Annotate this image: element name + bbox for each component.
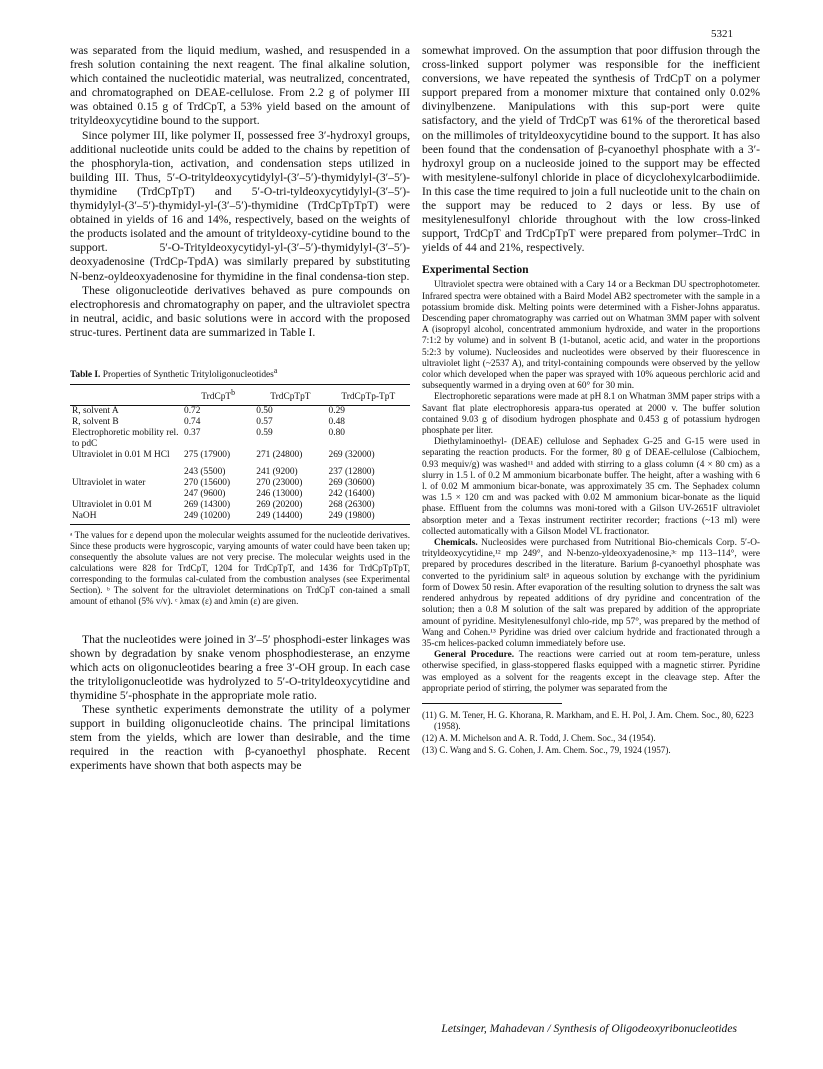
table-row: 247 (9600) 246 (13000) 242 (16400) xyxy=(184,489,375,500)
table-row: Electrophoretic mobility rel. to pdC 0.37 0.59 0.80 xyxy=(72,428,345,450)
table-caption: Properties of Synthetic Trityloligonucleotides xyxy=(102,370,274,381)
reference-item: (13) C. Wang and S. G. Cohen, J. Am. Chem. Soc., 79, 1924 (1957). xyxy=(422,744,671,755)
experimental-paragraph: Electrophoretic separations were made at pH 8.1 on Whatman 3MM paper strips with a Savant flat plate electrophoresis appara-tus operated at 2000 v. The buffer solution contained 9.03 g of disodium hydrogen phosphate and 0.453 g of potassium hydrogen phosphate per liter. xyxy=(422,392,760,437)
body-paragraph: was separated from the liquid medium, washed, and resuspended in a fresh solution containing the next reagent. The final alkaline solution, which contained the nucleotidic material, was neutralized, concentrated, and chromatographed on DEAE-cellulose. From 2.2 g of polymer III was obtained 0.15 g of TrdCpT, a 53% yield based on the amount of trityldeoxycytidine bound to the support. xyxy=(70,44,410,128)
references-divider xyxy=(422,703,562,704)
table-caption-sup: a xyxy=(273,365,278,375)
table-row: Ultraviolet in 0.01 M 269 (14300) 269 (20200) 268 (26300) xyxy=(72,500,375,511)
table-label: Table I. xyxy=(70,370,101,381)
chemicals-text: Nucleosides were purchased from Nutritional Bio-chemicals Corp. 5′-O-trityldeoxycytidine,¹² mp 249°, and N-benzo-yldeoxyadenosine,³ᶜ mp 113–114°, were prepared by procedures described in the literature. Barium β-cyanoethyl phosphate was converted to the pyridinium salt³ in aqueous solution by exchange with the pyridinium form of Dowex 50 resin. After evaporation of the resulting solution to dryness the salt was rendered anhydrous by repeated additions of dry pyridine and concentration of the solution; then a 0.8 M solution of the salt was prepared by addition of the appropriate amount of pyridine. Mesitylenesulfonyl chlo-ride, mp 57°, was prepared by the method of Wang and Cohen.¹³ Pyridine was dried over calcium hydride and fractionated through a 35-cm helices-packed column immediately before use. xyxy=(422,538,760,649)
table-row: 243 (5500) 241 (9200) 237 (12800) xyxy=(184,467,375,478)
table-row: Ultraviolet in 0.01 M HCl 275 (17900) 271 (24800) 269 (32000) xyxy=(72,450,375,461)
table-footnotes: ᵃ The values for ε depend upon the molecular weights assumed for the nucleotide derivatives. Since these products were hygroscopic, varying amounts of water could have been taken up; consequently the absolute values are not very precise. The molecular weights used in the calculations were 828 for TrdCpT, 1204 for TrdCpTpT, and 1436 for TrdCpTpTpT, corresponding to the formulas cal-culated from the combustion analyses (see Experimental Section). ᵇ The solvent for the ultraviolet determinations on TrdCpT con-tained a small amount of ethanol (5% v/v). ᶜ λmax (ε) and λmin (ε) are given. xyxy=(70,530,410,606)
body-paragraph: These synthetic experiments demonstrate the utility of a polymer support in building oligonucleotide chains. The principal limitations stem from the yields, which are lower than desirable, and the time required in the reaction with β-cyanoethyl phosphate. Recent experiments have shown that both aspects may be xyxy=(70,703,410,773)
body-paragraph: somewhat improved. On the assumption that poor diffusion through the cross-linked support polymer was responsible for the inefficient conversions, we have repeated the synthesis of TrdCpT on a polymer support prepared from a monomer mixture that contained only 0.02% divinylbenzene. Manipulations with this sup-port were quite satisfactory, and the yield of TrdCpT was 61% of the theroretical based on the millimoles of trityldeoxycytidine bound to the support. It has also been found that the condensation of β-cyanoethyl phosphate with a 3′-hydroxyl group on a nucleoside joined to the support may be effected with mesitylene-sulfonyl chloride in place of dicyclohexylcarbodiimide. In this case the time required to join a full nucleotide unit to the chain on the support may be reduced to 2 days or less. By use of mesitylenesulfonyl chloride throughout with the low cross-linked support, TrdCpT and TrdCpTpT were prepared from polymer–TrdC in yields of 44 and 21%, respectively. xyxy=(422,44,760,255)
right-column xyxy=(422,44,760,757)
table-row: R, solvent A 0.72 0.50 0.29 xyxy=(72,406,345,417)
body-paragraph: That the nucleotides were joined in 3′–5′ phosphodi-ester linkages was shown by degradation by snake venom phosphodiesterase, an enzyme which acts on oligonucleotides bearing a free 3′-OH group. In each case the trityloligonucleotide was hydrolyzed to 5′-O-trityldeoxycytidine and thymidine 5′-phosphate in the appropriate mole ratio. xyxy=(70,632,411,702)
chemicals-label: Chemicals. xyxy=(434,538,478,549)
table-row: Ultraviolet in water 270 (15600) 270 (23000) 269 (30600) xyxy=(72,478,375,489)
table-row: R, solvent B 0.74 0.57 0.48 xyxy=(72,417,345,428)
table-header-cell: TrdCpTpT xyxy=(254,385,326,406)
references xyxy=(422,710,760,756)
running-footer: Letsinger, Mahadevan / Synthesis of Oligodeoxyribonucleotides xyxy=(441,1022,737,1035)
general-procedure-paragraph xyxy=(422,650,760,695)
table-header-cell xyxy=(70,385,182,406)
experimental-paragraph: Diethylaminoethyl- (DEAE) cellulose and Sephadex G-25 and G-15 were used in separating the reaction products. For the former, 80 g of DEAE-cellulose (Calbiochem, 0.93 mequiv/g) was washed¹¹ and added with stirring to a glass column (4 × 80 cm) as a slurry in 1.5 l. of 0.2 M ammonium bicarbonate buffer. The height, after a washing with 6 l. of 0.02 M ammonium bicar-bonate, was approximately 35 cm. The Sephadex column was 1.5 × 120 cm and was packed with 0.02 M ammonium bicar-bonate as the liquid phase. Effluent from the columns was moni-tored with a Gilson UV-2651F ultraviolet absorption meter and a Texas instrument rectiriter recorder; fractions (~13 ml) were collected automatically with a Gilson Model VL fractionator. xyxy=(422,437,760,537)
reference-item: (11) G. M. Tener, H. G. Khorana, R. Markham, and E. H. Pol, J. Am. Chem. Soc., 80, 6223 (1958). xyxy=(422,709,754,731)
body-paragraph: Since polymer III, like polymer II, possessed free 3′-hydroxyl groups, additional nucleotide units could be added to the chains by repetition of the phosphoryla-tion, activation, and condensation steps utilized in building III. Thus, 5′-O-trityldeoxycytidylyl-(3′–5′)-thymidylyl-(3′–5′)-thymidine (TrdCpTpT) and 5′-O-tri-tyldeoxycytidylyl-(3′–5′)-thymidylyl-(3′–5′)-thymidyl-yl-(3′–5′)-thymidine (TrdCpTpTpT) were obtained in yields of 16 and 14%, respectively, based on the weights of the products isolated and the amount of trityldeoxy-cytidine bound to the support. 5′-O-Trityldeoxycytidyl-yl-(3′–5′)-thymidylyl-(3′–5′)-deoxyadenosine (TrdCp-TpdA) was similarly prepared by substituting N-benz-oyldeoxyadenosine for thymidine in the final condensa-tion step. xyxy=(70,128,410,283)
body-paragraph: These oligonucleotide derivatives behaved as pure compounds on electrophoresis and chromatography on paper, and the ultraviolet spectra in neutral, acidic, and basic solutions were in accord with the proposed struc-tures. Pertinent data are summarized in Table I. xyxy=(70,283,410,339)
reference-item: (12) A. M. Michelson and A. R. Todd, J. Chem. Soc., 34 (1954). xyxy=(422,732,656,743)
section-heading: Experimental Section xyxy=(422,263,529,277)
chemicals-paragraph xyxy=(422,538,760,650)
general-procedure-label: General Procedure. xyxy=(434,650,515,661)
page-number: 5321 xyxy=(711,28,733,40)
table-header-cell: TrdCpTp-TpT xyxy=(327,385,410,406)
table-row: NaOH 249 (10200) 249 (14400) 249 (19800) xyxy=(70,511,410,525)
experimental-paragraph: Ultraviolet spectra were obtained with a Cary 14 or a Beckman DU spectrophotometer. Infrared spectra were obtained with a Baird Model AB2 spectrometer with the sample in a potassium bromide disk. Melting points were determined with a Fisher-Johns apparatus. Descending paper chromatography was carried out on Whatman 3MM paper with solvent A (isopropyl alcohol, concentrated ammonium hydroxide, and water in the proportions 7:1:2 by volume) and in solvent B (1-butanol, acetic acid, and water in the proportions 5:2:3 by volume). Nucleosides and nucleotides were observed by their fluorescence in ultraviolet light (~2537 A), and trityl-containing compounds were observed by the yellow color which developed when the paper was sprayed with 10% aqueous perchloric acid and subsequently warmed in a drying oven at 60° for 30 min. xyxy=(422,280,760,392)
table-title xyxy=(70,366,410,380)
left-column xyxy=(70,44,410,774)
properties-table xyxy=(70,384,410,525)
table-header-cell: TrdCpT$^b$ xyxy=(182,385,254,406)
general-procedure-text: The reactions were carried out at room tem-perature, unless otherwise specified, in glass-stoppered flasks equipped with a magnetic stirrer. Pyridine was employed as a solvent for the reagents except in the cleavage step. After the appropriate period of stirring, the polymer was separated from the xyxy=(422,650,760,694)
